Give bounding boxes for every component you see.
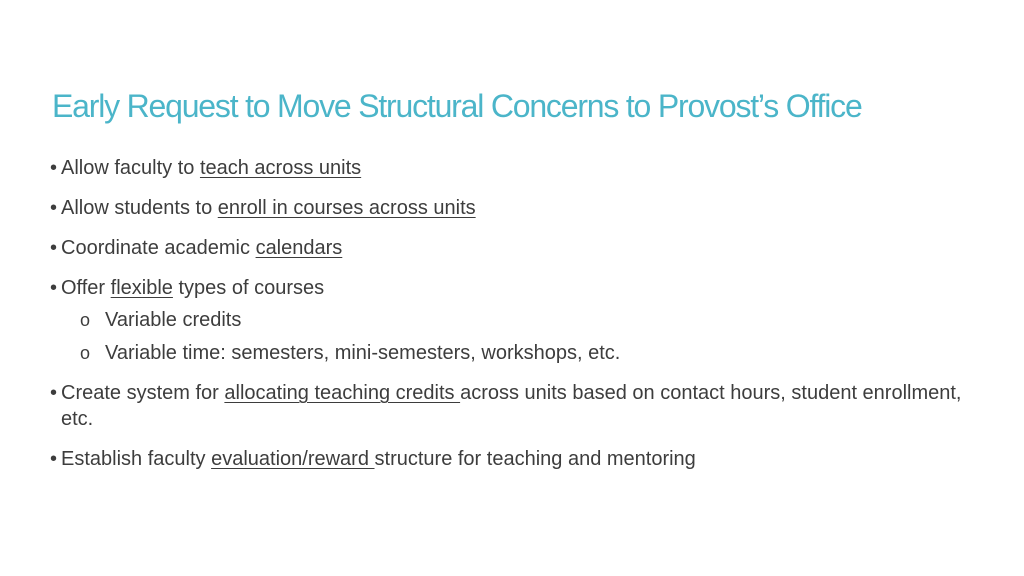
bullet-glyph: • (50, 382, 58, 404)
bullet-text: Allow faculty to (61, 157, 200, 179)
sub-item-text: Variable credits (105, 309, 242, 331)
slide-title: Early Request to Move Structural Concerns to Provost’s Office (52, 88, 862, 124)
bullet-item-teaching-credits (50, 380, 990, 432)
sub-bullet-glyph: o (80, 343, 91, 363)
sub-item-text: Variable time: semesters, mini-semesters, workshops, etc. (105, 342, 621, 364)
bullet-text: Allow students to (61, 197, 218, 219)
bullet-glyph: • (50, 277, 58, 299)
sub-item-variable-time (50, 340, 990, 366)
bullet-list (50, 155, 990, 486)
underlined-text: enroll in courses across units (217, 197, 476, 219)
bullet-item-flexible-courses (50, 275, 990, 301)
bullet-item-calendars (50, 235, 990, 261)
underlined-text: calendars (255, 237, 343, 259)
bullet-text: Offer (61, 277, 111, 299)
sub-item-variable-credits (50, 307, 990, 333)
sub-bullet-list (50, 307, 990, 366)
bullet-text-after: structure for teaching and mentoring (374, 448, 696, 470)
bullet-glyph: • (50, 237, 58, 259)
underlined-text: teach across units (199, 157, 362, 179)
bullet-text: Establish faculty (61, 448, 212, 470)
bullet-text-after: types of courses (172, 277, 325, 299)
bullet-text: Create system for (61, 382, 225, 404)
bullet-item-enroll-across-units (50, 195, 990, 221)
bullet-item-evaluation-reward (50, 446, 990, 472)
bullet-text-after: across units based on contact hours, student enrollment, etc. (61, 382, 962, 430)
bullet-glyph: • (50, 197, 58, 219)
bullet-glyph: • (50, 448, 58, 470)
underlined-text: evaluation/reward (211, 448, 375, 470)
sub-bullet-glyph: o (80, 310, 91, 330)
underlined-text: allocating teaching credits (224, 382, 461, 404)
bullet-item-teach-across-units (50, 155, 990, 181)
bullet-text: Coordinate academic (61, 237, 256, 259)
bullet-glyph: • (50, 157, 58, 179)
underlined-text: flexible (110, 277, 173, 299)
